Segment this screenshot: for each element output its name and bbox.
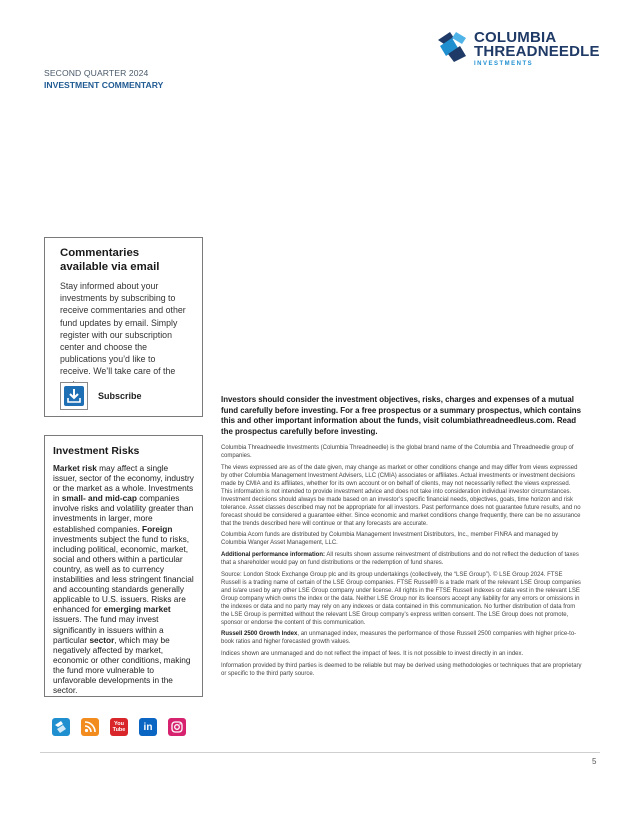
columbia-threadneedle-logo-icon: [434, 28, 470, 64]
social-links: [52, 718, 197, 736]
logo-line-3: INVESTMENTS: [474, 61, 534, 67]
risks-title: Investment Risks: [53, 445, 140, 457]
footer-divider: [40, 752, 600, 753]
views-disclosure: The views expressed are as of the date given, may change as market or other conditions change and may differ from views expressed by other Columbia Management Investment Advisers, LLC (CMIA) associates or affiliates. Actual investments or investment decisions made by CMIA and its affiliates, whether for its own account or on behalf of clients, may not necessarily reflect the views expressed. This information is not intended to provide investment advice and does not take into consideration individual investor circumstances. Investment decisions should always be made based on an investor’s specific financial needs, objectives, goals, time horizon and risk tolerance. Asset classes described may not be appropriate for all investors. Past performance does not guarantee future results, and no forecast should be considered a guarantee either. Since economic and market conditions change frequently, there can be no assurance that the trends described here will continue or that any forecasts are accurate.: [221, 465, 581, 527]
logo-line-2: THREADNEEDLE: [474, 43, 600, 60]
disclosures-column: [221, 395, 583, 679]
email-subscription-card: [44, 237, 203, 417]
risks-text-1: may affect a single issuer, sector of the economy, industry or the market as a whole. Investments in: [53, 463, 194, 504]
brand-disclosure: Columbia Threadneedle Investments (Columbia Threadneedle) is the global brand name of the Columbia and Threadneedle group of companies.: [221, 445, 574, 460]
risks-text-5: , which may be negatively affected by market, economic or other conditions, making the fund more vulnerable to unfavorable developments in the sector.: [53, 634, 191, 696]
company-logo: [434, 28, 604, 72]
term-small-mid-cap: small- and mid-cap: [61, 493, 137, 504]
russell-term: Russell 2500 Growth Index: [221, 631, 298, 638]
term-market-risk: Market risk: [53, 463, 97, 473]
subscribe-button[interactable]: [60, 382, 142, 410]
email-card-title: Commentaries available via email: [60, 247, 160, 273]
prospectus-notice: Investors should consider the investment objectives, risks, charges and expenses of a mutual fund carefully before investing. For a free prospectus or a summary prospectus, which contains this and other important information about the funds, visit columbiathreadneedleus.com. Read the prospectus carefully before investing.: [221, 395, 581, 436]
report-header: [44, 68, 163, 90]
performance-text: All results shown assume reinvestment of distributions and do not reflect the deduction of taxes that a shareholder would pay on fund distributions or the redemption of fund shares.: [221, 552, 579, 567]
rss-icon[interactable]: [81, 718, 99, 736]
russell-disclosure: [221, 631, 583, 647]
youtube-icon[interactable]: You Tube: [110, 718, 128, 736]
instagram-icon[interactable]: [168, 718, 186, 736]
download-icon[interactable]: [60, 382, 88, 410]
third-party-disclosure: Information provided by third parties is deemed to be reliable but may be derived using methodologies or techniques that are proprietary or specific to the third party source.: [221, 663, 582, 678]
risks-text-4: issuers. The fund may invest significantly in issuers within a particular: [53, 614, 164, 645]
performance-disclosure: [221, 552, 583, 568]
russell-text: , an unmanaged index, measures the performance of those Russell 2500 companies with higher price-to-book ratios and higher forecasted growth values.: [221, 631, 577, 646]
subscribe-label[interactable]: Subscribe: [98, 391, 142, 401]
term-sector: sector: [89, 634, 115, 645]
risks-text-3: investments subject the fund to risks, including political, economic, market, social and others within a particular country, as well as to currency instabilities and less stringent financial and accounting standards generally applicable to U.S. issuers. Risks are enhanced for: [53, 533, 194, 615]
report-period: SECOND QUARTER 2024: [44, 68, 149, 78]
source-disclosure: Source: London Stock Exchange Group plc and its group undertakings (collectively, the “LSE Group”). © LSE Group 2024. FTSE Russell is a trading name of certain of the LSE Group companies. FTSE Russell® is a trade mark of the relevant LSE Group companies and is/are used by any other LSE Group company under license. All rights in the FTSE Russell indexes or data vest in the relevant LSE Group company which owns the index or the data. Neither LSE Group nor its licensors accept any liability for any errors or omissions in the indexes or data and no party may rely on any indexes or data contained in this communication. No further distribution of data from the LSE Group is permitted without the relevant LSE Group company’s express written consent. The LSE Group does not promote, sponsor or endorse the content of this communication.: [221, 572, 581, 626]
term-emerging-market: emerging market: [103, 604, 171, 615]
performance-label: Additional performance information:: [221, 552, 326, 559]
email-card-body: Stay informed about your investments by subscribing to receive commentaries and other fund updates by email. Simply register with our subscription center and choose the publications you’d like to receive. We’ll take care of the: [60, 281, 186, 377]
report-type: INVESTMENT COMMENTARY: [44, 80, 164, 90]
columbia-icon[interactable]: [52, 718, 70, 736]
risks-text-2: companies involve risks and volatility greater than investments in larger, more established companies.: [53, 493, 194, 534]
acorn-disclosure: Columbia Acorn funds are distributed by Columbia Management Investment Distributors, Inc., member FINRA and managed by Columbia Wanger Asset Management, LLC.: [221, 532, 559, 547]
indices-disclosure: Indices shown are unmanaged and do not reflect the impact of fees. It is not possible to invest directly in an index.: [221, 651, 524, 658]
page-number: 5: [592, 757, 597, 766]
term-foreign: Foreign: [142, 523, 173, 534]
investment-risks-card: [44, 435, 203, 697]
linkedin-icon[interactable]: in: [139, 718, 157, 736]
logo-line-1: COLUMBIA: [474, 29, 557, 46]
risks-body: [53, 463, 194, 695]
